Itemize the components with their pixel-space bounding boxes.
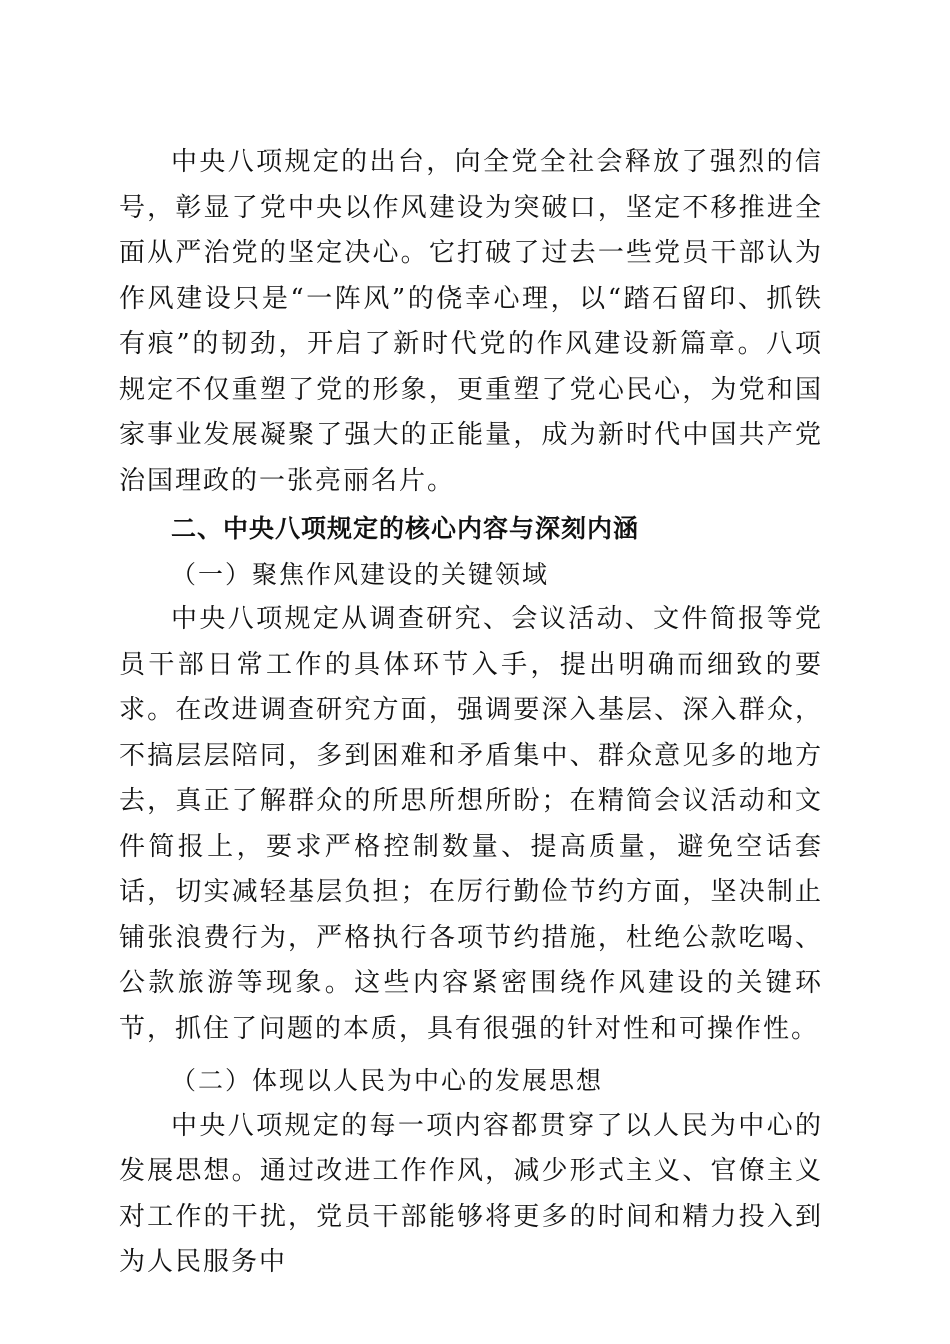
subsection-heading-2: （二）体现以人民为中心的发展思想: [171, 1066, 604, 1095]
section-heading-2: 二、中央八项规定的核心内容与深刻内涵: [171, 514, 640, 543]
subsection-heading-1: （一）聚焦作风建设的关键领域: [171, 559, 550, 589]
document-body: [119, 140, 823, 1286]
paragraph-2: 中央八项规定从调查研究、会议活动、文件简报等党员干部日常工作的具体环节入手，提出明确而细致的要求。在改进调查研究方面，强调要深入基层、深入群众，不搞层层陪同，多到困难和矛盾集中、群众意见多的地方去，真正了解群众的所思所想所盼；在精简会议活动和文件简报上，要求严格控制数量、提高质量，避免空话套话，切实减轻基层负担；在厉行勤俭节约方面，坚决制止铺张浪费行为，严格执行各项节约措施，杜绝公款吃喝、公款旅游等现象。这些内容紧密围绕作风建设的关键环节，抓住了问题的本质，具有很强的针对性和可操作性。: [119, 604, 823, 1044]
paragraph-1: 中央八项规定的出台，向全党全社会释放了强烈的信号，彰显了党中央以作风建设为突破口，坚定不移推进全面从严治党的坚定决心。它打破了过去一些党员干部认为作风建设只是“一阵风”的侥幸心理，以“踏石留印、抓铁有痕”的韧劲，开启了新时代党的作风建设新篇章。八项规定不仅重塑了党的形象，更重塑了党心民心，为党和国家事业发展凝聚了强大的正能量，成为新时代中国共产党治国理政的一张亮丽名片。: [119, 147, 823, 496]
paragraph-3: 中央八项规定的每一项内容都贯穿了以人民为中心的发展思想。通过改进工作作风，减少形式主义、官僚主义对工作的干扰，党员干部能够将更多的时间和精力投入到为人民服务中: [119, 1110, 823, 1277]
